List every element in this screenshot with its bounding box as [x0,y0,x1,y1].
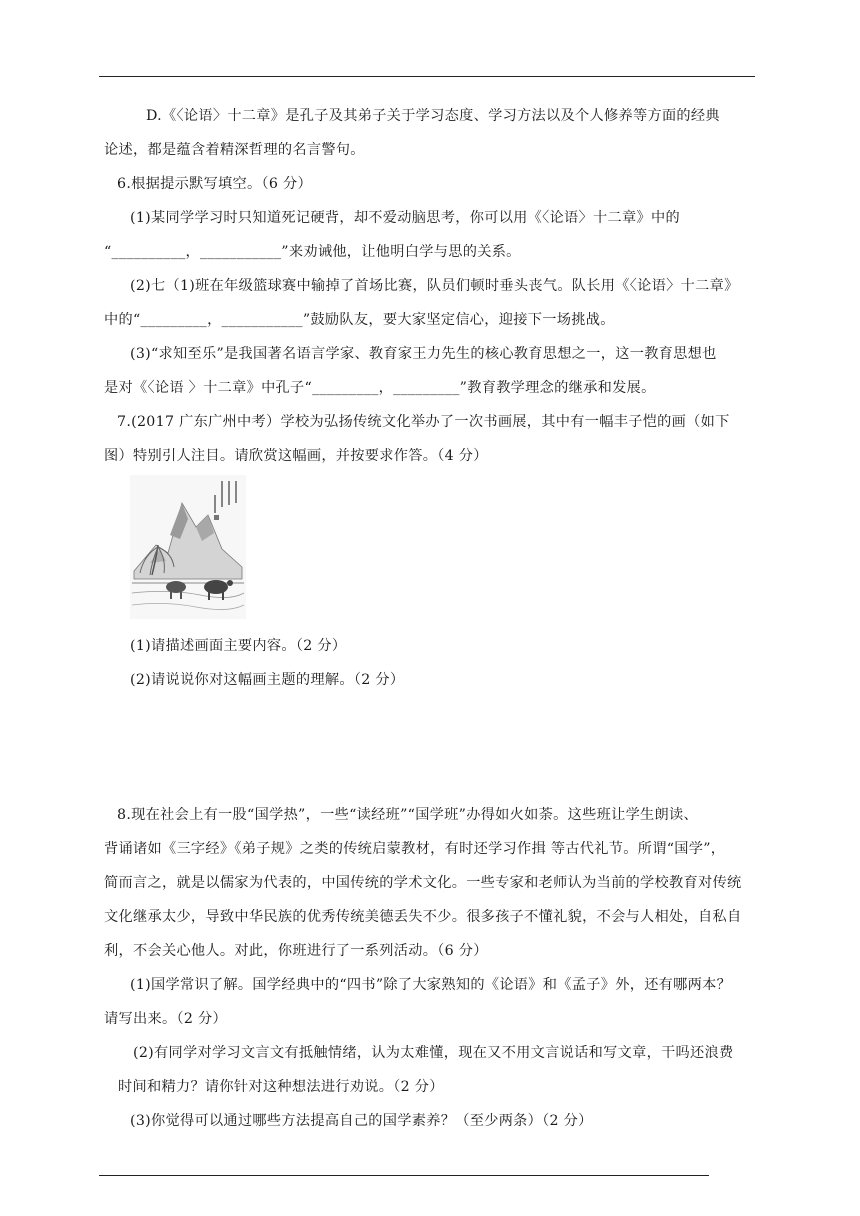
feng-zikai-painting [130,475,246,619]
q8-part1-line2: 请写出来。（2 分） [104,1011,227,1027]
q6-part2-line2: 中的“_________，___________”鼓励队友，要大家坚定信心，迎接下一场挑战。 [104,312,615,328]
question-8-line3: 简而言之，就是以儒家为代表的，中国传统的学术文化。一些专家和老师认为当前的学校教育对传统 [104,875,742,891]
q6-part1-line1: (1)某同学学习时只知道死记硬背，却不爱动脑思考，你可以用《〈论语〉十二章》中的 [130,210,680,226]
question-8-line4: 文化继承太少，导致中华民族的优秀传统美德丢失不少。很多孩子不懂礼貌，不会与人相处，自私自 [104,909,742,925]
q7-part2: (2)请说说你对这幅画主题的理解。（2 分） [130,672,405,688]
question-8-line5: 利，不会关心他人。对此，你班进行了一系列活动。（6 分） [104,943,488,959]
option-d-line-2: 论述，都是蕴含着精深哲理的名言警句。 [104,142,365,158]
painting-illustration [130,475,246,619]
q6-part3-line1: (3)“求知至乐”是我国著名语言学家、教育家王力先生的核心教育思想之一，这一教育思想也 [130,346,717,362]
question-7-line1: 7.(2017 广东广州中考）学校为弘扬传统文化举办了一次书画展，其中有一幅丰子恺的画（如下 [117,414,730,430]
question-8-line1: 8.现在社会上有一股“国学热”，一些“读经班”“国学班”办得如火如荼。这些班让学生朗读、 [117,807,699,823]
q7-part1: (1)请描述画面主要内容。（2 分） [130,638,347,654]
footer-rule [99,1175,709,1176]
option-d-line-1: D.《〈论语〉十二章》是孔子及其弟子关于学习态度、学习方法以及个人修养等方面的经典 [146,108,720,124]
q8-part2-line1: (2)有同学对学习文言文有抵触情绪，认为太难懂，现在又不用文言说话和写文章，干吗还浪费 [133,1045,734,1061]
question-6-title: 6.根据提示默写填空。（6 分） [117,176,313,192]
q6-part1-line2: “__________，___________”来劝诫他，让他明白学与思的关系。 [104,244,521,260]
header-rule [99,76,755,77]
q8-part2-line2: 时间和精力？请你针对这种想法进行劝说。（2 分） [118,1079,444,1095]
q6-part3-line2: 是对《〈论语 〉十二章》中孔子“_________，_________”教育教学理念的继承和发展。 [104,380,656,396]
q6-part2-line1: (2)七（1)班在年级篮球赛中输掉了首场比赛，队员们顿时垂头丧气。队长用《〈论语〉十二章》 [130,278,739,294]
q8-part1-line1: (1)国学常识了解。国学经典中的“四书”除了大家熟知的《论语》和《孟子》外，还有哪两本？ [130,977,732,993]
q8-part3: (3)你觉得可以通过哪些方法提高自己的国学素养？（至少两条）（2 分） [130,1113,593,1129]
question-8-line2: 背诵诸如《三字经》《弟子规》之类的传统启蒙教材，有时还学习作揖 等古代礼节。所谓“国学”， [104,841,726,857]
question-7-line2: 图）特别引人注目。请欣赏这幅画，并按要求作答。（4 分） [104,448,488,464]
